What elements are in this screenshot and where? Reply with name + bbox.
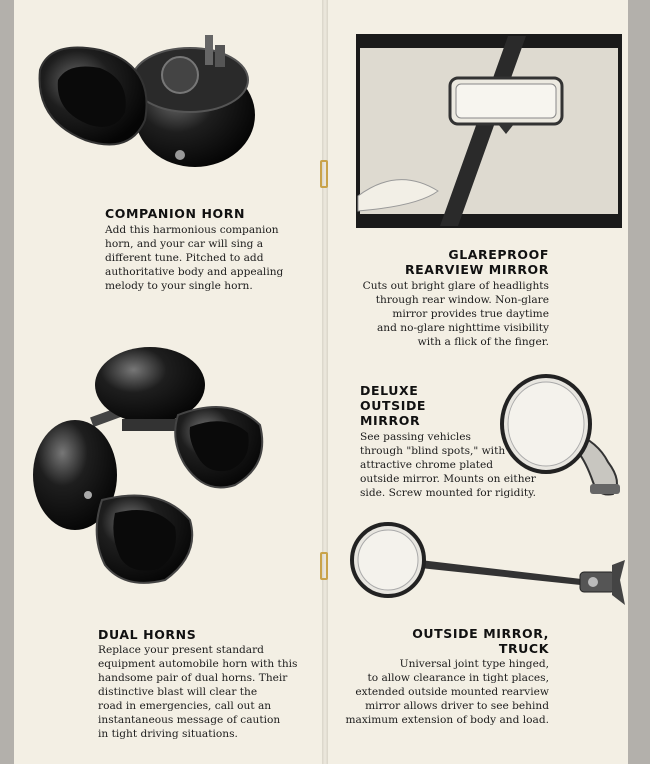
companion-horn-title: COMPANION HORN [105, 206, 246, 221]
dual-horns-title: DUAL HORNS [98, 627, 197, 642]
top-staple [320, 160, 328, 188]
bottom-staple [320, 552, 328, 580]
truck-mirror-photo [350, 520, 630, 610]
glareproof-mirror-photo [358, 36, 620, 226]
deluxe-mirror-description: See passing vehicles through "blind spots," with attractive chrome plated outside mirror. Mounts on either side. Screw mounted for rigidity. [360, 431, 537, 499]
truck-mirror-title: OUTSIDE MIRROR, TRUCK [412, 626, 549, 656]
dual-horns-description: Replace your present standard equipment automobile horn with this handsome pair of dual horns. Their distinctive blast will clear the road in emergencies, call out an instantaneous message of caution in tight driving situations. [98, 644, 298, 740]
companion-horn-description: Add this harmonious companion horn, and your car will sing a different tune. Pitched to add authoritative body and appealing melody to your single horn. [105, 224, 284, 292]
dual-horns-photo [30, 345, 280, 590]
truck-mirror-description: Universal joint type hinged, to allow clearance in tight places, extended outside mounted rearview mirror allows driver to see behind maximum extension of body and load. [345, 658, 549, 726]
glareproof-mirror-description: Cuts out bright glare of headlights through rear window. Non-glare mirror provides true daytime and no-glare nighttime visibility with a flick of the finger. [362, 280, 549, 348]
companion-horn-photo [30, 30, 270, 170]
deluxe-mirror-title: DELUXE OUTSIDE MIRROR [360, 383, 427, 428]
glareproof-mirror-title: GLAREPROOF REARVIEW MIRROR [404, 247, 549, 277]
